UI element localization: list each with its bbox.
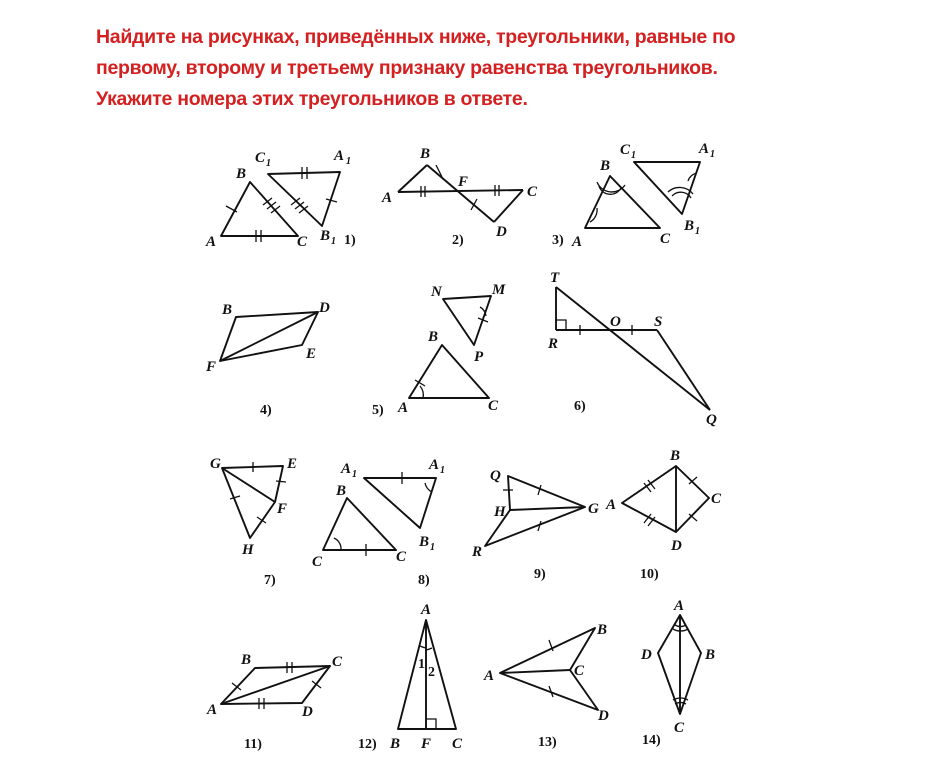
point-label: A xyxy=(572,234,583,250)
figure-14 xyxy=(640,598,715,748)
point-label: A xyxy=(334,148,345,164)
point-label: A xyxy=(207,702,218,718)
figure-number: 11) xyxy=(244,737,262,752)
figure-number: 7) xyxy=(264,573,276,588)
point-label: B xyxy=(670,448,681,464)
point-label: H xyxy=(242,542,254,558)
point-label: B xyxy=(597,622,608,638)
figure-number: 5) xyxy=(372,403,384,418)
point-label: G xyxy=(588,501,599,517)
point-label: A xyxy=(206,234,217,250)
point-label: B xyxy=(705,647,716,663)
figure-6 xyxy=(547,270,717,428)
figure-9 xyxy=(471,468,599,582)
point-label: T xyxy=(550,270,560,286)
figure-number: 3) xyxy=(552,233,564,248)
point-label: C xyxy=(620,142,631,158)
point-label: G xyxy=(210,456,221,472)
figure-11 xyxy=(206,652,343,752)
point-label: Q xyxy=(706,412,717,428)
figure-12 xyxy=(358,602,463,752)
point-subscript: 1 xyxy=(266,158,271,169)
point-subscript: 1 xyxy=(346,156,351,167)
figure-3 xyxy=(552,141,715,250)
figure-number: 8) xyxy=(418,573,430,588)
point-label: C xyxy=(452,736,463,752)
point-label: B xyxy=(420,146,431,162)
task-line: первому, второму и третьему признаку равенства треугольников. xyxy=(96,57,718,79)
point-label: A xyxy=(429,457,440,473)
point-label: C xyxy=(332,654,343,670)
figure-number: 10) xyxy=(640,567,659,582)
point-label: C xyxy=(674,720,685,736)
angle-label: 1 xyxy=(418,657,425,672)
figure-number: 12) xyxy=(358,737,377,752)
point-label: S xyxy=(654,314,663,330)
point-label: A xyxy=(674,598,685,614)
point-subscript: 1 xyxy=(440,465,445,476)
figure-number: 13) xyxy=(538,735,557,750)
figure-8 xyxy=(312,457,445,588)
point-label: B xyxy=(390,736,401,752)
point-label: H xyxy=(494,504,506,520)
task-line: Укажите номера этих треугольников в ответе. xyxy=(96,88,528,110)
point-label: A xyxy=(341,461,352,477)
point-label: B xyxy=(336,483,347,499)
angle-label: 2 xyxy=(428,665,435,680)
point-label: C xyxy=(488,398,499,414)
point-label: A xyxy=(382,190,393,206)
point-label: C xyxy=(297,234,308,250)
point-label: B xyxy=(600,158,611,174)
point-label: F xyxy=(206,359,217,375)
point-label: D xyxy=(496,224,507,240)
point-label: B xyxy=(222,302,233,318)
point-label: F xyxy=(421,736,432,752)
point-label: F xyxy=(458,174,469,190)
point-label: R xyxy=(472,544,483,560)
point-label: M xyxy=(492,282,506,298)
figure-number: 1) xyxy=(344,233,356,248)
point-label: C xyxy=(396,549,407,565)
figure-number: 14) xyxy=(642,733,661,748)
point-subscript: 1 xyxy=(352,469,357,480)
point-label: C xyxy=(312,554,323,570)
point-subscript: 1 xyxy=(710,149,715,160)
point-label: C xyxy=(527,184,538,200)
point-label: C xyxy=(574,663,585,679)
point-label: A xyxy=(398,400,409,416)
figure-number: 6) xyxy=(574,399,586,414)
point-subscript: 1 xyxy=(631,150,636,161)
point-label: D xyxy=(319,300,330,316)
point-label: A xyxy=(606,497,617,513)
figure-10 xyxy=(605,448,722,582)
figure-1 xyxy=(205,148,356,250)
point-label: C xyxy=(660,231,671,247)
point-label: A xyxy=(484,668,495,684)
point-label: B xyxy=(236,166,247,182)
point-label: N xyxy=(431,284,442,300)
point-label: R xyxy=(548,336,559,352)
point-subscript: 1 xyxy=(331,236,336,247)
point-label: Q xyxy=(490,468,501,484)
figure-7 xyxy=(210,456,297,588)
point-label: A xyxy=(699,141,710,157)
figure-5 xyxy=(372,282,506,418)
figure-4 xyxy=(205,300,330,418)
point-label: D xyxy=(641,647,652,663)
point-label: D xyxy=(598,708,609,724)
point-label: D xyxy=(671,538,682,554)
point-subscript: 1 xyxy=(695,226,700,237)
point-label: C xyxy=(711,491,722,507)
point-label: B xyxy=(428,329,439,345)
task-line: Найдите на рисунках, приведённых ниже, треугольники, равные по xyxy=(96,26,736,48)
point-label: E xyxy=(287,456,298,472)
figure-number: 2) xyxy=(452,233,464,248)
point-subscript: 1 xyxy=(430,542,435,553)
figure-number: 4) xyxy=(260,403,272,418)
figure-13 xyxy=(483,622,609,750)
point-label: D xyxy=(302,704,313,720)
point-label: A xyxy=(421,602,432,618)
point-label: B xyxy=(320,228,331,244)
point-label: O xyxy=(610,314,621,330)
point-label: B xyxy=(684,218,695,234)
point-label: E xyxy=(306,346,317,362)
point-label: B xyxy=(241,652,252,668)
point-label: B xyxy=(419,534,430,550)
figure-2 xyxy=(381,146,538,248)
point-label: C xyxy=(255,150,266,166)
figure-number: 9) xyxy=(534,567,546,582)
point-label: P xyxy=(474,349,484,365)
point-label: F xyxy=(277,501,288,517)
